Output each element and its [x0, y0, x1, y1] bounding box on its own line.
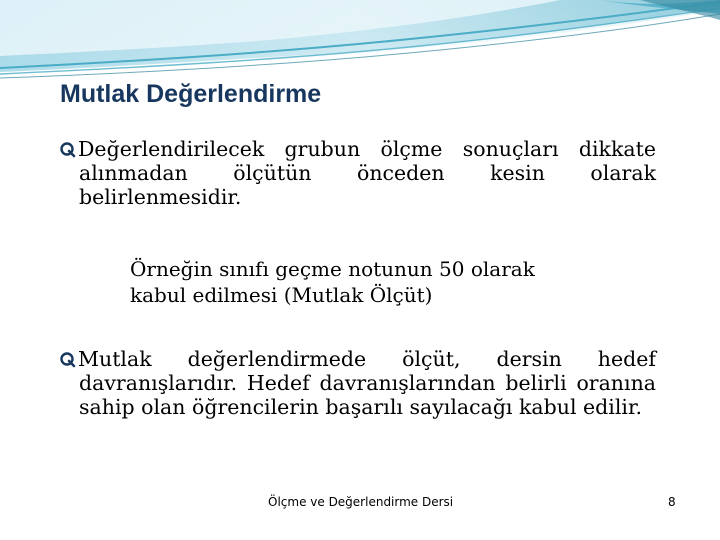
page-number: 8	[668, 495, 676, 509]
bullet-item-definition	[60, 137, 656, 209]
q-checkbox-icon	[60, 142, 76, 158]
example-line-2: kabul edilmesi (Mutlak Ölçüt)	[130, 283, 433, 307]
bullet-item-criterion	[60, 347, 656, 419]
q-checkbox-icon	[60, 352, 76, 368]
bullet-text: Mutlak değerlendirmede ölçüt, dersin hedef davranışlarıdır. Hedef davranışlarından belirli oranına sahip olan öğrencilerin başarılı sayılacağı kabul edilir.	[78, 347, 656, 419]
slide-title: Mutlak Değerlendirme	[60, 80, 322, 108]
footer-course-name: Ölçme ve Değerlendirme Dersi	[268, 495, 454, 509]
example-note	[130, 256, 590, 308]
example-line-1: Örneğin sınıfı geçme notunun 50 olarak	[130, 257, 535, 281]
bullet-text: Değerlendirilecek grubun ölçme sonuçları dikkate alınmadan ölçütün önceden kesin olarak belirlenmesidir.	[78, 137, 656, 209]
header-wave-decoration	[0, 0, 720, 90]
